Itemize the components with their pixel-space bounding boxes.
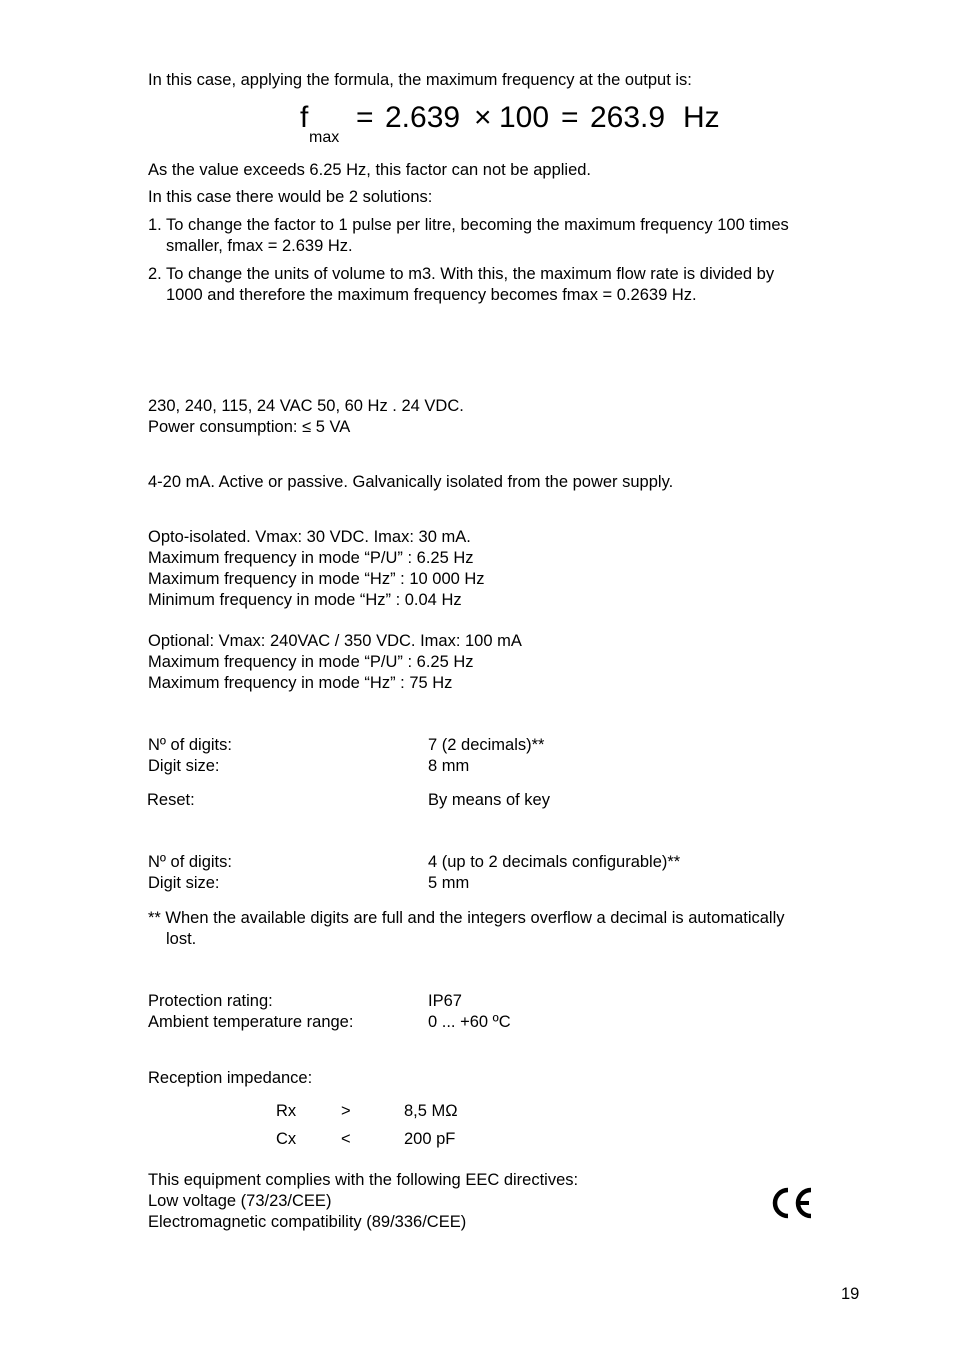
- impedance-value: 8,5 MΩ: [404, 1102, 458, 1120]
- ce-mark-icon: [770, 1186, 814, 1220]
- reception-impedance-label: Reception impedance:: [148, 1069, 313, 1087]
- pulse-output-line: Maximum frequency in mode “Hz” : 10 000 Hz: [148, 570, 485, 588]
- analog-output: 4-20 mA. Active or passive. Galvanically isolated from the power supply.: [148, 473, 674, 491]
- impedance-name: Rx: [276, 1102, 297, 1120]
- totalizer-size-label: Digit size:: [148, 757, 220, 775]
- impedance-operator: <: [341, 1130, 351, 1148]
- formula-value-2: 100: [499, 101, 550, 134]
- note-line: lost.: [166, 930, 197, 948]
- pulse-output-line: Opto-isolated. Vmax: 30 VDC. Imax: 30 mA.: [148, 528, 471, 546]
- formula-times: ×: [474, 101, 492, 134]
- totalizer-digits-label: Nº of digits:: [148, 736, 232, 754]
- totalizer-digits-value: 7 (2 decimals)**: [428, 736, 545, 754]
- compliance-line: Electromagnetic compatibility (89/336/CEE): [148, 1213, 467, 1231]
- formula-f: f: [300, 101, 309, 134]
- pulse-output-line: Maximum frequency in mode “P/U” : 6.25 Hz: [148, 549, 474, 567]
- relay-output-line: Maximum frequency in mode “P/U” : 6.25 Hz: [148, 653, 474, 671]
- formula-value-1: 2.639: [385, 101, 461, 134]
- rate-digits-value: 4 (up to 2 decimals configurable)**: [428, 853, 681, 871]
- compliance-line: This equipment complies with the following EEC directives:: [148, 1171, 579, 1189]
- solution-line: 1. To change the factor to 1 pulse per litre, becoming the maximum frequency 100 times: [148, 216, 789, 234]
- protection-label: Protection rating:: [148, 992, 273, 1010]
- digits-note: [148, 908, 870, 950]
- totalizer-size-value: 8 mm: [428, 757, 470, 775]
- relay-output-line: Optional: Vmax: 240VAC / 350 VDC. Imax: 100 mA: [148, 632, 522, 650]
- temperature-label: Ambient temperature range:: [148, 1013, 354, 1031]
- solution-line: 2. To change the units of volume to m3. With this, the maximum flow rate is divided by: [148, 265, 775, 283]
- compliance-line: Low voltage (73/23/CEE): [148, 1192, 332, 1210]
- totalizer-reset-label: Reset:: [147, 791, 195, 809]
- exceeds-text: As the value exceeds 6.25 Hz, this factor can not be applied.: [148, 161, 592, 179]
- rate-size-value: 5 mm: [428, 874, 470, 892]
- formula-result: 263.9: [590, 101, 666, 134]
- power-supply: 230, 240, 115, 24 VAC 50, 60 Hz . 24 VDC.: [148, 397, 464, 415]
- power-consumption: Power consumption: ≤ 5 VA: [148, 418, 351, 436]
- formula-equals-2: =: [561, 101, 579, 134]
- pulse-output-line: Minimum frequency in mode “Hz” : 0.04 Hz: [148, 591, 462, 609]
- page-number: 19: [841, 1285, 860, 1303]
- solution-line: 1000 and therefore the maximum frequency becomes fmax = 0.2639 Hz.: [166, 286, 697, 304]
- solution-line: smaller, fmax = 2.639 Hz.: [166, 237, 353, 255]
- solution-item: [148, 215, 870, 257]
- protection-value: IP67: [428, 992, 462, 1010]
- totalizer-reset-value: By means of key: [428, 791, 550, 809]
- impedance-name: Cx: [276, 1130, 297, 1148]
- intro-text: In this case, applying the formula, the maximum frequency at the output is:: [148, 71, 692, 89]
- temperature-value: 0 ... +60 ºC: [428, 1013, 511, 1031]
- impedance-value: 200 pF: [404, 1130, 456, 1148]
- note-line: ** When the available digits are full and the integers overflow a decimal is automatically: [148, 909, 785, 927]
- rate-size-label: Digit size:: [148, 874, 220, 892]
- impedance-operator: >: [341, 1102, 351, 1120]
- relay-output-line: Maximum frequency in mode “Hz” : 75 Hz: [148, 674, 453, 692]
- rate-digits-label: Nº of digits:: [148, 853, 232, 871]
- solutions-intro: In this case there would be 2 solutions:: [148, 188, 433, 206]
- formula-subscript: max: [309, 129, 340, 146]
- formula-equals-1: =: [356, 101, 374, 134]
- formula-unit: Hz: [683, 101, 720, 134]
- solution-item: [148, 264, 870, 306]
